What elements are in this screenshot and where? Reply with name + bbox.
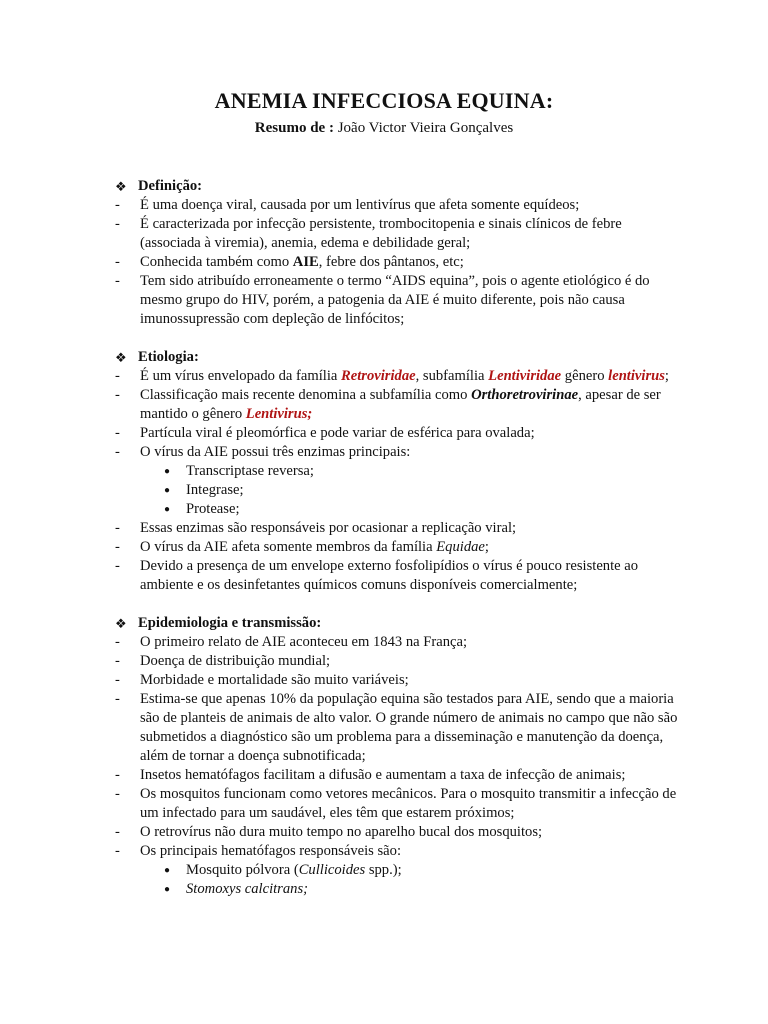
text-run: Classificação mais recente denomina a subfamília como bbox=[140, 387, 472, 403]
list-item bbox=[115, 519, 680, 538]
list-item bbox=[115, 557, 680, 595]
text-run: spp.); bbox=[365, 862, 402, 878]
sub-list-item-text: Stomoxys calcitrans; bbox=[186, 881, 308, 897]
list-item-text: Tem sido atribuído erroneamente o termo “AIDS equina”, pois o agente etiológico é do mesmo grupo do HIV, porém, a patogenia da AIE é muito diferente, pois não causa imunossupressão com depleção de linfócitos; bbox=[140, 273, 650, 327]
dash-marker: - bbox=[115, 634, 120, 650]
sub-list-item bbox=[164, 880, 680, 899]
list-item bbox=[115, 196, 680, 215]
dash-marker: - bbox=[115, 843, 120, 859]
taxon-subfamily: Lentiviridae bbox=[488, 368, 562, 384]
sub-list-item-text bbox=[186, 861, 402, 880]
dot-bullet-icon: ● bbox=[164, 865, 171, 876]
section-heading bbox=[115, 177, 680, 196]
section-definicao bbox=[115, 177, 680, 329]
dash-marker: - bbox=[115, 786, 120, 802]
list-item bbox=[115, 766, 680, 785]
sub-list-item-text: Protease; bbox=[186, 501, 240, 517]
section-epidemiologia bbox=[115, 614, 680, 899]
list-item-text: Partícula viral é pleomórfica e pode variar de esférica para ovalada; bbox=[140, 425, 535, 441]
dash-marker: - bbox=[115, 273, 120, 289]
dash-marker: - bbox=[115, 672, 120, 688]
text-run: Mosquito pólvora ( bbox=[186, 862, 299, 878]
dash-marker: - bbox=[115, 520, 120, 536]
list-item-text: O primeiro relato de AIE aconteceu em 1843 na França; bbox=[140, 634, 468, 650]
dot-bullet-icon: ● bbox=[164, 466, 171, 477]
dash-marker: - bbox=[115, 444, 120, 460]
list-item-text bbox=[140, 253, 680, 272]
list-item-text bbox=[140, 386, 680, 424]
dash-marker: - bbox=[115, 691, 120, 707]
list-item bbox=[115, 842, 680, 861]
list-item-text: É caracterizada por infecção persistente, trombocitopenia e sinais clínicos de febre (associada à viremia), anemia, edema e debilidade geral; bbox=[140, 216, 622, 251]
list-item-text: Devido a presença de um envelope externo fosfolipídios o vírus é pouco resistente ao ambiente e os desinfetantes químicos comuns disponíveis comercialmente; bbox=[140, 558, 639, 593]
dot-bullet-icon: ● bbox=[164, 485, 171, 496]
list-item-text bbox=[140, 367, 680, 386]
text-run: , febre dos pântanos, etc; bbox=[318, 254, 464, 270]
list-item bbox=[115, 253, 680, 272]
subtitle-label: Resumo de : bbox=[254, 120, 334, 136]
taxon-family: Retroviridae bbox=[341, 368, 416, 384]
dash-marker: - bbox=[115, 653, 120, 669]
taxon-genus: Lentivirus; bbox=[245, 406, 313, 422]
diamond-bullet-icon: ❖ bbox=[115, 350, 127, 365]
section-heading-text: Etiologia: bbox=[138, 349, 199, 365]
text-run: O vírus da AIE afeta somente membros da família bbox=[140, 539, 437, 555]
dot-bullet-icon: ● bbox=[164, 884, 171, 895]
dash-marker: - bbox=[115, 368, 120, 384]
list-item bbox=[115, 538, 680, 557]
dash-marker: - bbox=[115, 216, 120, 232]
dot-bullet-icon: ● bbox=[164, 504, 171, 515]
diamond-bullet-icon: ❖ bbox=[115, 616, 127, 631]
text-run: ; bbox=[484, 539, 489, 555]
list-item-text: Doença de distribuição mundial; bbox=[140, 653, 331, 669]
list-item bbox=[115, 823, 680, 842]
list-item bbox=[115, 215, 680, 253]
taxon-subfamily: Orthoretrovirinae bbox=[471, 387, 579, 403]
document-subtitle bbox=[0, 120, 768, 137]
text-run: Conhecida também como bbox=[140, 254, 293, 270]
dash-marker: - bbox=[115, 254, 120, 270]
section-heading bbox=[115, 614, 680, 633]
text-run: É um vírus envelopado da família bbox=[140, 368, 342, 384]
taxon-genus: lentivirus bbox=[608, 368, 665, 384]
diamond-bullet-icon: ❖ bbox=[115, 179, 127, 194]
taxon-family: Equidae bbox=[436, 539, 485, 555]
document-body bbox=[115, 177, 680, 918]
dash-marker: - bbox=[115, 197, 120, 213]
dash-marker: - bbox=[115, 558, 120, 574]
list-item bbox=[115, 785, 680, 823]
list-item bbox=[115, 443, 680, 462]
dash-marker: - bbox=[115, 539, 120, 555]
bold-term: AIE bbox=[292, 254, 319, 270]
sub-list-item bbox=[164, 500, 680, 519]
list-item-text bbox=[140, 538, 680, 557]
text-run: ; bbox=[664, 368, 669, 384]
section-heading-text: Definição: bbox=[138, 178, 203, 194]
section-heading-text: Epidemiologia e transmissão: bbox=[138, 615, 322, 631]
taxon-genus: Cullicoides bbox=[298, 862, 366, 878]
sub-list-item bbox=[164, 861, 680, 880]
list-item-text: Insetos hematófagos facilitam a difusão e aumentam a taxa de infecção de animais; bbox=[140, 767, 626, 783]
section-etiologia bbox=[115, 348, 680, 595]
list-item bbox=[115, 671, 680, 690]
list-item bbox=[115, 690, 680, 766]
text-run: , subfamília bbox=[415, 368, 489, 384]
sub-list-item bbox=[164, 481, 680, 500]
list-item bbox=[115, 272, 680, 329]
dash-marker: - bbox=[115, 387, 120, 403]
list-item-text: O vírus da AIE possui três enzimas principais: bbox=[140, 444, 411, 460]
sub-list-item-text: Transcriptase reversa; bbox=[186, 463, 314, 479]
sub-list-item-text: Integrase; bbox=[186, 482, 244, 498]
list-item-text: Essas enzimas são responsáveis por ocasionar a replicação viral; bbox=[140, 520, 517, 536]
sub-list-item bbox=[164, 462, 680, 481]
list-item bbox=[115, 633, 680, 652]
list-item bbox=[115, 652, 680, 671]
list-item-text: Estima-se que apenas 10% da população equina são testados para AIE, sendo que a maioria são de planteis de animais de alto valor. O grande número de animais no campo que não são submetidos a diagnóstico são um problema para a disseminação e manutenção da doença, além de tornar a doença subnotificada; bbox=[140, 691, 678, 764]
list-item-text: Os principais hematófagos responsáveis são: bbox=[140, 843, 402, 859]
list-item bbox=[115, 424, 680, 443]
dash-marker: - bbox=[115, 767, 120, 783]
dash-marker: - bbox=[115, 425, 120, 441]
section-heading bbox=[115, 348, 680, 367]
list-item-text: É uma doença viral, causada por um lentivírus que afeta somente equídeos; bbox=[140, 197, 580, 213]
list-item bbox=[115, 367, 680, 386]
list-item-text: Os mosquitos funcionam como vetores mecânicos. Para o mosquito transmitir a infecção de um infectado para um saudável, eles têm que estarem próximos; bbox=[140, 786, 677, 821]
text-run: , apesar de ser mantido o gênero bbox=[140, 387, 661, 422]
list-item-text: O retrovírus não dura muito tempo no aparelho bucal dos mosquitos; bbox=[140, 824, 543, 840]
author-name: João Victor Vieira Gonçalves bbox=[337, 120, 514, 136]
dash-marker: - bbox=[115, 824, 120, 840]
document-title: ANEMIA INFECCIOSA EQUINA: bbox=[214, 88, 554, 113]
text-run: gênero bbox=[561, 368, 609, 384]
list-item-text: Morbidade e mortalidade são muito variáveis; bbox=[140, 672, 409, 688]
list-item bbox=[115, 386, 680, 424]
